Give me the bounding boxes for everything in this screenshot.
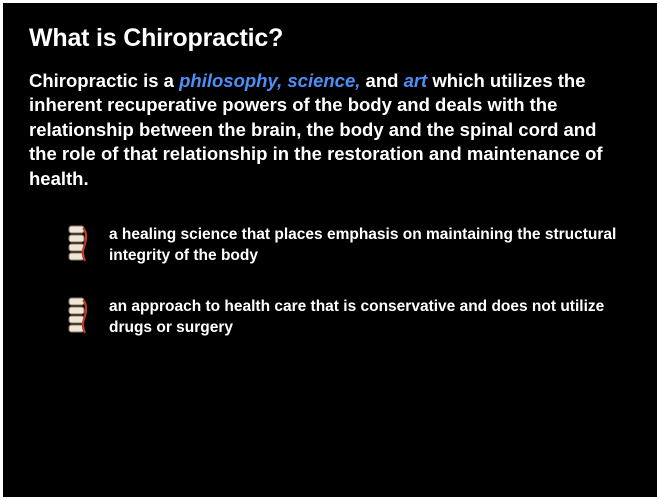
paragraph-part-3: which utilizes the inherent recuperative powers of the body and deals with the relationship between the brain, the body and the spinal cord and the role of that relationship in the restoration and maintenance of health.: [29, 69, 603, 189]
spine-vertebra-icon: [65, 295, 91, 335]
page-title: What is Chiropractic?: [29, 24, 284, 52]
bullet-list: [29, 221, 633, 339]
definition-paragraph: [29, 69, 629, 192]
accent-art: art: [403, 69, 428, 91]
accent-philosophy-science: philosophy, science,: [179, 69, 361, 91]
spine-vertebra-icon: [65, 223, 91, 263]
paragraph-part-2: and: [360, 69, 404, 91]
list-item-label: an approach to health care that is conservative and does not utilize drugs or surgery: [109, 298, 605, 337]
list-item: [65, 221, 633, 267]
paragraph-part-1: Chiropractic is a: [29, 69, 180, 91]
list-item: [65, 293, 633, 339]
list-item-label: a healing science that places emphasis on maintaining the structural integrity of the body: [109, 226, 617, 265]
